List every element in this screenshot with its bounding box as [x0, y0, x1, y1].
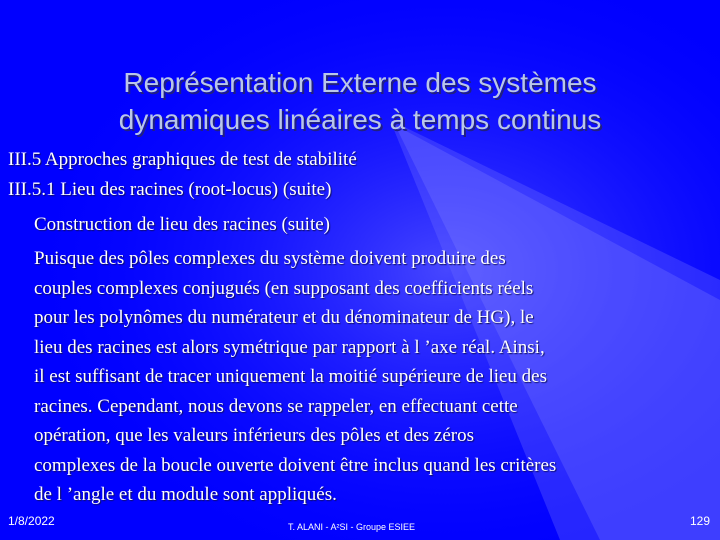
footer-author: T. ALANI - A²SI - Groupe ESIEE: [288, 522, 416, 532]
footer-date: 1/8/2022: [8, 514, 55, 528]
body-line: racines. Cependant, nous devons se rappeler, en effectuant cette: [34, 395, 518, 417]
body-line: couples complexes conjugués (en supposant des coefficients réels: [34, 277, 534, 299]
body-paragraph: [34, 244, 704, 510]
subsection-heading: III.5.1 Lieu des racines (root-locus) (suite): [8, 179, 332, 200]
section-heading: III.5 Approches graphiques de test de stabilité: [8, 149, 357, 170]
body-line: complexes de la boucle ouverte doivent être inclus quand les critères: [34, 454, 557, 476]
page-number: 129: [690, 514, 711, 528]
slide-title: [20, 64, 700, 138]
body-line: opération, que les valeurs inférieurs des pôles et des zéros: [34, 425, 475, 446]
body-line: il est suffisant de tracer uniquement la moitié supérieure de lieu des: [34, 366, 548, 387]
topic-subheading: Construction de lieu des racines (suite): [34, 214, 331, 235]
slide-title-line-2: dynamiques linéaires à temps continus: [118, 104, 602, 135]
body-line: pour les polynômes du numérateur et du dénominateur de HG), le: [34, 307, 534, 328]
slide-title-line-1: Représentation Externe des systèmes: [123, 67, 597, 98]
body-line: de l ’angle et du module sont appliqués.: [34, 484, 337, 505]
body-line: lieu des racines est alors symétrique par rapport à l ’axe réal. Ainsi,: [34, 336, 545, 358]
body-line: Puisque des pôles complexes du système doivent produire des: [34, 248, 506, 269]
